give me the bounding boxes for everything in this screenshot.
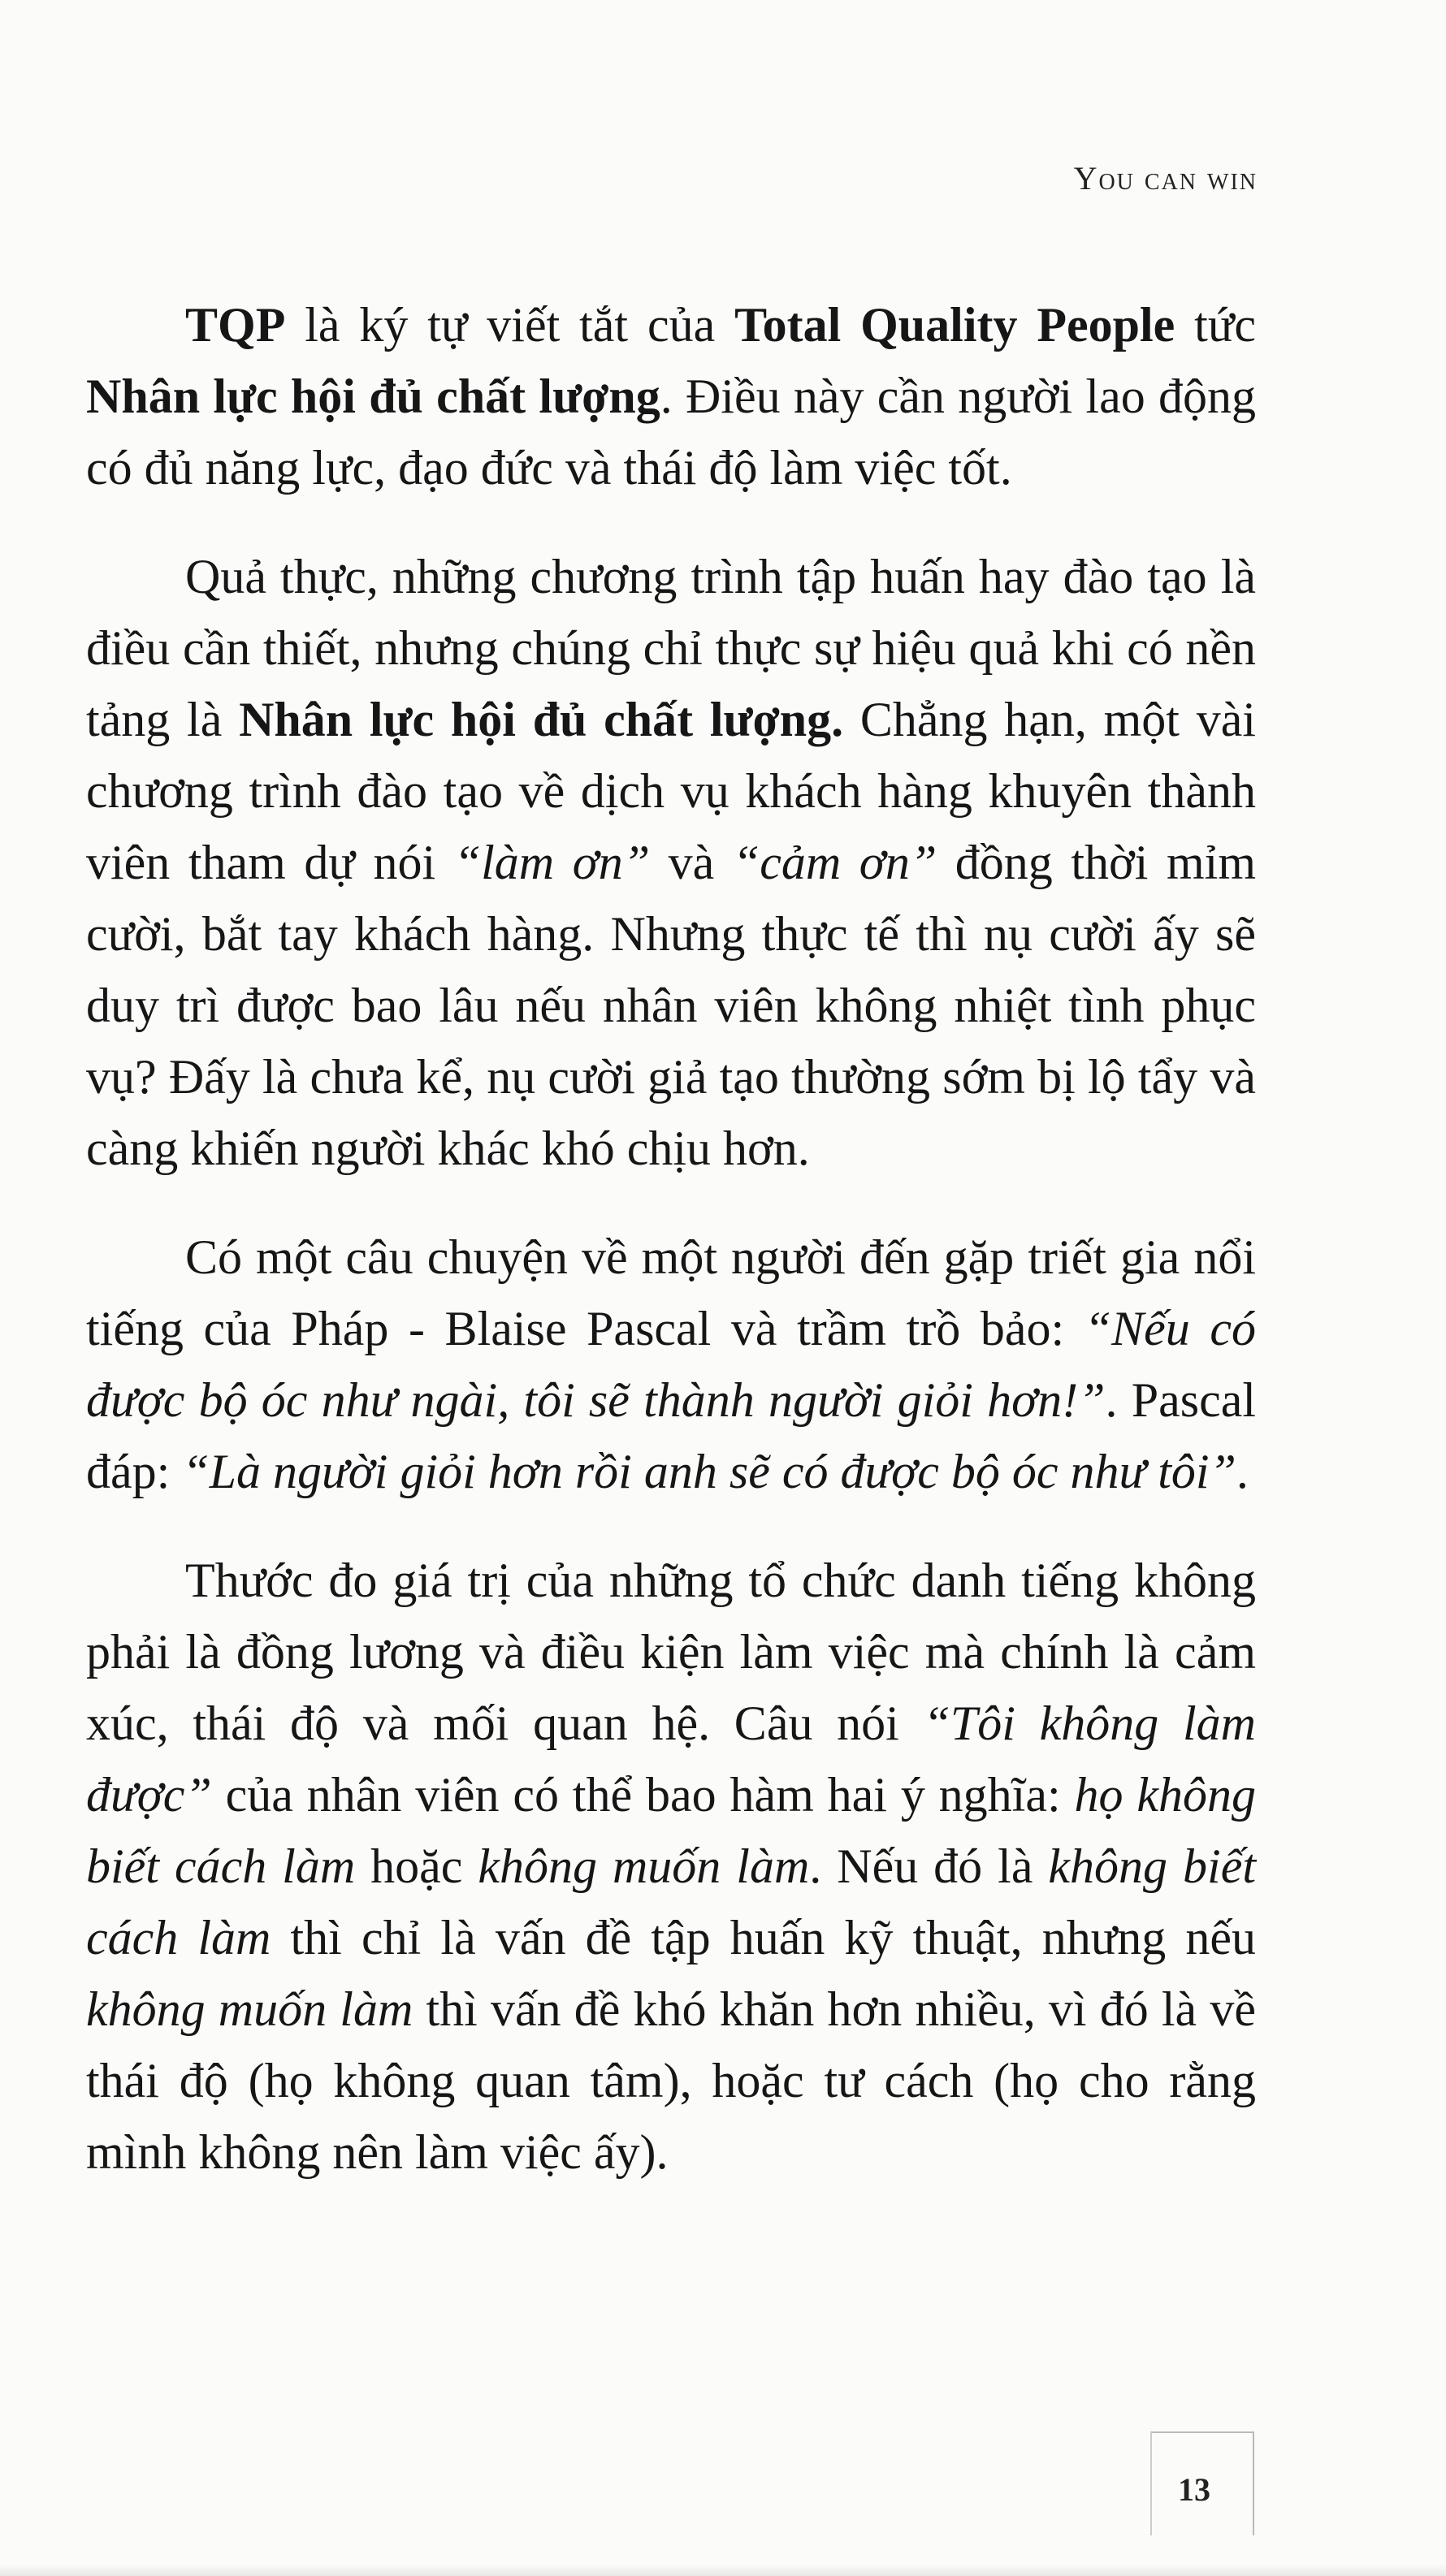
body-text [86,289,1256,2225]
text-run: là ký tự viết tắt của [285,298,735,352]
text-run: Quả thực, những chương trình tập huấn hay đào tạo là điều cần thiết, nhưng chúng chỉ thực sự hiệu quả khi có nền tảng là [86,550,1256,746]
text-run: . Nếu đó là [809,1839,1049,1893]
text-run: . Điều này cần người lao động có đủ năng lực, đạo đức và thái độ làm việc tốt. [86,370,1256,495]
text-run: họ không biết cách làm [86,1768,1257,1893]
text-run: Nhân lực hội đủ chất lượng [86,370,660,423]
text-run: và [650,836,733,889]
paragraph-1 [86,289,1256,504]
paragraph-2 [86,541,1256,1184]
text-run: “Là người giỏi hơn rồi anh sẽ có được bộ óc như tôi” [182,1445,1236,1498]
page-edge-shadow [0,2565,1446,2576]
text-run: của nhân viên có thể bao hàm hai ý nghĩa: [211,1768,1075,1822]
text-run: TQP [185,298,286,352]
text-run: . [1236,1445,1249,1498]
text-run: Nhân lực hội đủ chất lượng. [239,693,844,746]
text-run: không muốn làm [478,1839,810,1893]
text-run: tức [1175,298,1256,352]
text-run: . Pascal đáp: [86,1373,1256,1498]
text-run: không biết cách làm [86,1839,1256,1964]
text-run: “Tôi không làm được” [86,1696,1257,1822]
text-run: “Nếu có được bộ óc như ngài, tôi sẽ thành người giỏi hơn!” [86,1302,1256,1427]
page-number: 13 [1178,2471,1210,2508]
text-run: “cảm ơn” [732,836,937,889]
text-run: “làm ơn” [453,836,651,889]
text-run: đồng thời mỉm cười, bắt tay khách hàng. Nhưng thực tế thì nụ cười ấy sẽ duy trì được bao lâu nếu nhân viên không nhiệt tình phục vụ? Đấy là chưa kể, nụ cười giả tạo thường sớm bị lộ tẩy và càng khiến người khác khó chịu hơn. [86,836,1256,1175]
text-run: thì vấn đề khó khăn hơn nhiều, vì đó là về thái độ (họ không quan tâm), hoặc tư cách (họ cho rằng mình không nên làm việc ấy). [86,1982,1256,2179]
text-run: Total Quality People [734,298,1175,352]
paragraph-3 [86,1221,1256,1507]
text-run: hoặc [355,1839,478,1893]
text-run: Chẳng hạn, một vài chương trình đào tạo về dịch vụ khách hàng khuyên thành viên tham dự nói [86,693,1257,889]
running-head: You can win [1073,160,1258,197]
text-run: không muốn làm [86,1982,413,2036]
text-run: Có một câu chuyện về một người đến gặp triết gia nổi tiếng của Pháp - Blaise Pascal và trầm trồ bảo: [86,1230,1256,1355]
text-run: Thước đo giá trị của những tổ chức danh tiếng không phải là đồng lương và điều kiện làm việc mà chính là cảm xúc, thái độ và mối quan hệ. Câu nói [86,1554,1256,1750]
text-run: thì chỉ là vấn đề tập huấn kỹ thuật, nhưng nếu [271,1911,1256,1964]
paragraph-4 [86,1545,1256,2188]
